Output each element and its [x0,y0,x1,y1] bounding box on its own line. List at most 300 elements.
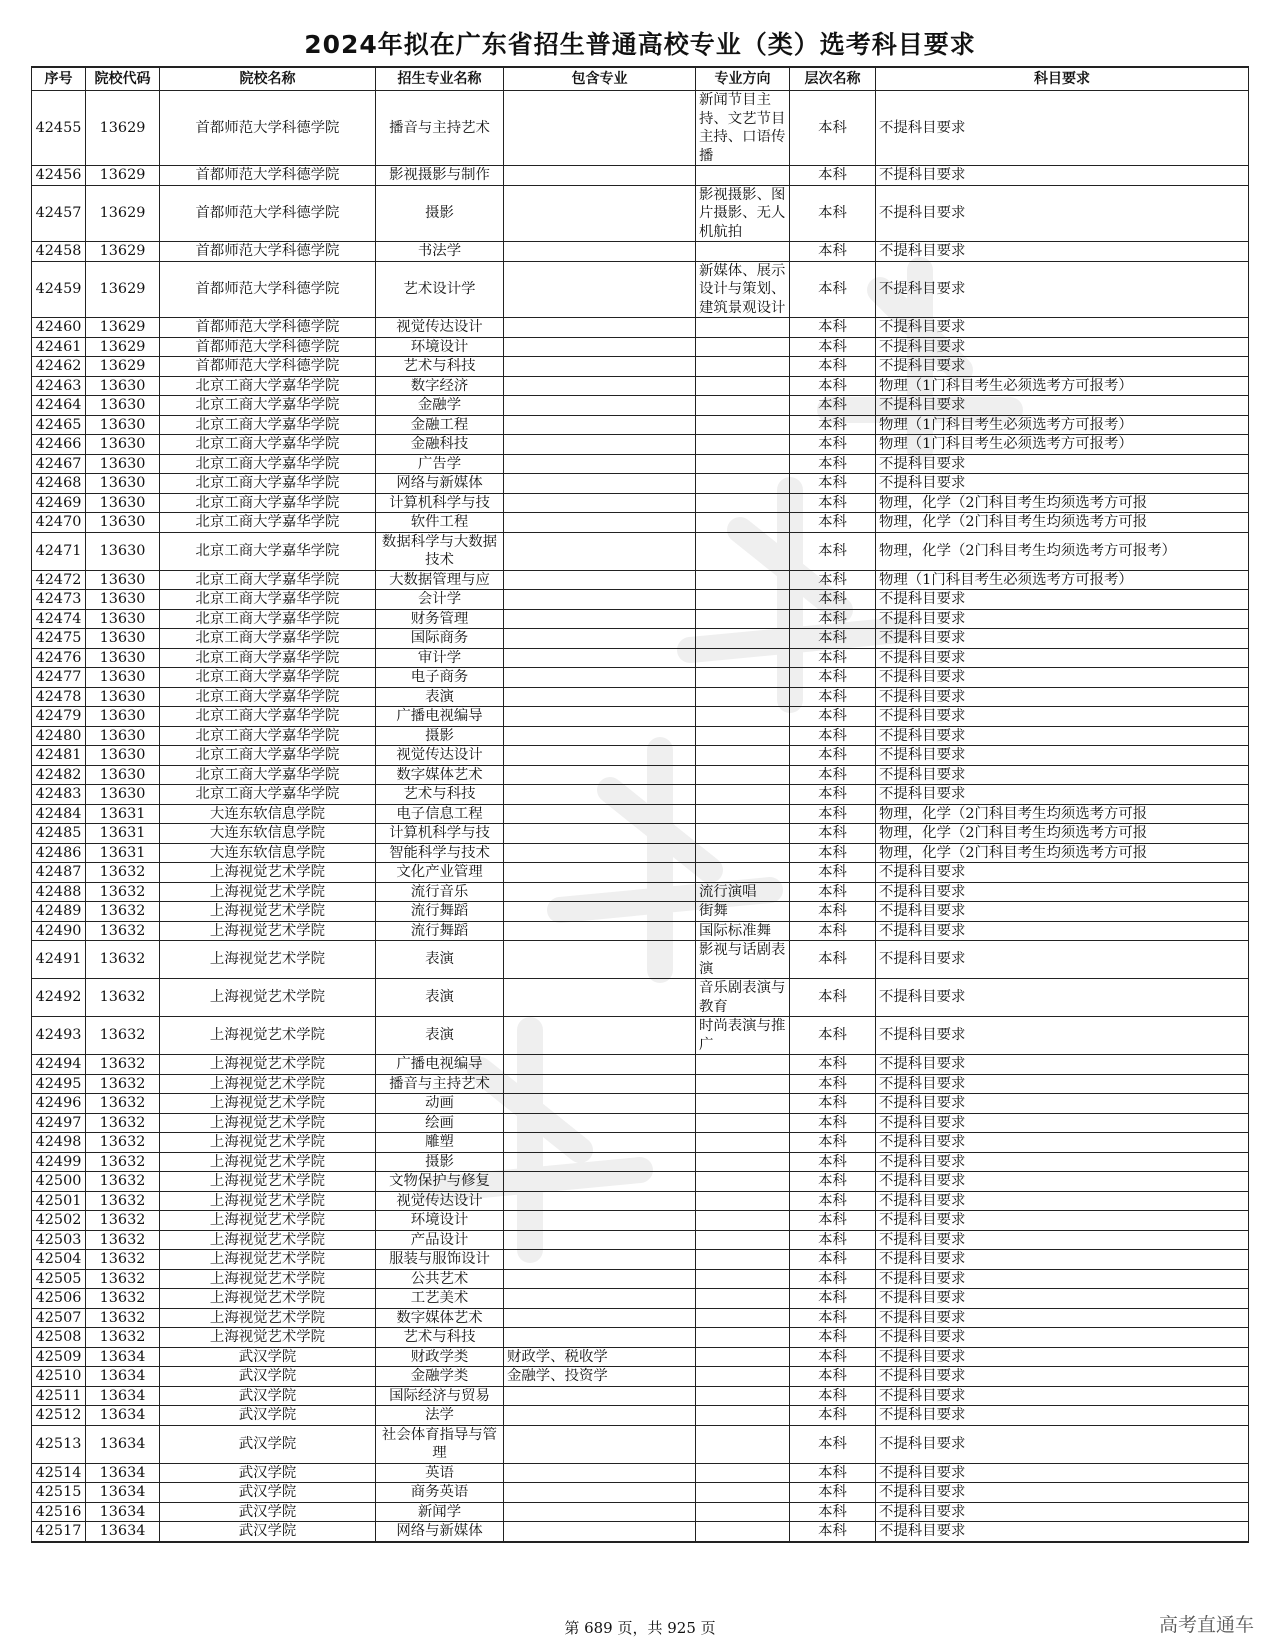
cell-direction [696,1367,790,1387]
cell-major-name: 金融学类 [376,1367,504,1387]
cell-direction [696,687,790,707]
cell-level: 本科 [790,629,876,649]
cell-school-name: 上海视觉艺术学院 [160,1172,376,1192]
cell-school-name: 首都师范大学科德学院 [160,242,376,262]
cell-level: 本科 [790,1074,876,1094]
cell-included-majors [504,454,696,474]
cell-direction [696,1269,790,1289]
table-row [32,687,1249,707]
cell-direction [696,1386,790,1406]
table-row [32,396,1249,416]
cell-level: 本科 [790,91,876,166]
table-row [32,902,1249,922]
cell-major-name: 财务管理 [376,609,504,629]
cell-subject-req: 物理，化学（2门科目考生均须选考方可报 [876,804,1249,824]
cell-school-code: 13632 [86,1017,160,1055]
cell-subject-req: 不提科目要求 [876,1211,1249,1231]
cell-subject-req: 物理（1门科目考生必须选考方可报考） [876,415,1249,435]
cell-school-name: 武汉学院 [160,1463,376,1483]
cell-school-name: 武汉学院 [160,1483,376,1503]
cell-school-name: 大连东软信息学院 [160,843,376,863]
cell-level: 本科 [790,318,876,338]
cell-major-name: 数字经济 [376,376,504,396]
cell-school-name: 北京工商大学嘉华学院 [160,785,376,805]
cell-index: 42505 [32,1269,86,1289]
cell-subject-req: 不提科目要求 [876,91,1249,166]
cell-level: 本科 [790,493,876,513]
cell-major-name: 金融学 [376,396,504,416]
cell-school-code: 13634 [86,1463,160,1483]
cell-index: 42464 [32,396,86,416]
cell-level: 本科 [790,513,876,533]
cell-included-majors [504,513,696,533]
cell-included-majors [504,415,696,435]
cell-school-name: 上海视觉艺术学院 [160,1133,376,1153]
cell-level: 本科 [790,765,876,785]
cell-level: 本科 [790,746,876,766]
cell-level: 本科 [790,843,876,863]
cell-index: 42494 [32,1055,86,1075]
cell-school-code: 13632 [86,1191,160,1211]
cell-school-name: 武汉学院 [160,1406,376,1426]
cell-index: 42472 [32,570,86,590]
table-row [32,726,1249,746]
cell-included-majors [504,1113,696,1133]
cell-included-majors [504,629,696,649]
cell-subject-req: 不提科目要求 [876,590,1249,610]
cell-subject-req: 不提科目要求 [876,902,1249,922]
cell-major-name: 会计学 [376,590,504,610]
cell-included-majors [504,376,696,396]
cell-major-name: 大数据管理与应 [376,570,504,590]
cell-included-majors [504,91,696,166]
cell-level: 本科 [790,1211,876,1231]
cell-included-majors [504,1250,696,1270]
cell-subject-req: 不提科目要求 [876,726,1249,746]
cell-index: 42482 [32,765,86,785]
cell-included-majors [504,532,696,570]
cell-included-majors [504,185,696,242]
cell-direction [696,648,790,668]
cell-subject-req: 不提科目要求 [876,1406,1249,1426]
cell-index: 42458 [32,242,86,262]
cell-school-code: 13629 [86,242,160,262]
cell-major-name: 数据科学与大数据技术 [376,532,504,570]
cell-included-majors [504,1133,696,1153]
cell-school-name: 北京工商大学嘉华学院 [160,707,376,727]
cell-included-majors [504,1230,696,1250]
cell-school-code: 13630 [86,590,160,610]
cell-major-name: 表演 [376,979,504,1017]
cell-school-name: 上海视觉艺术学院 [160,1289,376,1309]
cell-school-code: 13630 [86,687,160,707]
cell-major-name: 数字媒体艺术 [376,765,504,785]
cell-index: 42490 [32,921,86,941]
cell-major-name: 绘画 [376,1113,504,1133]
cell-school-code: 13630 [86,746,160,766]
cell-major-name: 环境设计 [376,1211,504,1231]
cell-index: 42460 [32,318,86,338]
cell-included-majors [504,396,696,416]
cell-school-name: 北京工商大学嘉华学院 [160,570,376,590]
cell-included-majors [504,474,696,494]
cell-school-code: 13629 [86,166,160,186]
cell-school-name: 首都师范大学科德学院 [160,318,376,338]
cell-subject-req: 不提科目要求 [876,454,1249,474]
table-row [32,785,1249,805]
cell-school-name: 北京工商大学嘉华学院 [160,765,376,785]
cell-major-name: 摄影 [376,185,504,242]
cell-school-code: 13630 [86,668,160,688]
cell-school-code: 13632 [86,863,160,883]
cell-major-name: 网络与新媒体 [376,474,504,494]
cell-included-majors [504,1094,696,1114]
cell-index: 42491 [32,941,86,979]
cell-included-majors [504,765,696,785]
cell-school-name: 上海视觉艺术学院 [160,1055,376,1075]
cell-school-code: 13630 [86,493,160,513]
cell-school-code: 13634 [86,1522,160,1542]
cell-major-name: 金融科技 [376,435,504,455]
table-row [32,1367,1249,1387]
cell-level: 本科 [790,590,876,610]
table-row [32,746,1249,766]
cell-subject-req: 不提科目要求 [876,1230,1249,1250]
cell-school-name: 北京工商大学嘉华学院 [160,513,376,533]
cell-major-name: 广告学 [376,454,504,474]
cell-level: 本科 [790,396,876,416]
cell-school-code: 13630 [86,396,160,416]
table-row [32,435,1249,455]
cell-school-code: 13632 [86,1113,160,1133]
cell-direction [696,474,790,494]
cell-subject-req: 物理，化学（2门科目考生均须选考方可报 [876,843,1249,863]
table-row [32,532,1249,570]
table-row [32,1308,1249,1328]
cell-major-name: 艺术设计学 [376,261,504,318]
cell-level: 本科 [790,863,876,883]
cell-school-name: 上海视觉艺术学院 [160,1308,376,1328]
cell-school-code: 13634 [86,1386,160,1406]
cell-subject-req: 不提科目要求 [876,648,1249,668]
cell-index: 42477 [32,668,86,688]
cell-school-code: 13629 [86,91,160,166]
cell-level: 本科 [790,609,876,629]
cell-index: 42489 [32,902,86,922]
cell-direction: 国际标准舞 [696,921,790,941]
cell-major-name: 流行音乐 [376,882,504,902]
cell-school-name: 上海视觉艺术学院 [160,1230,376,1250]
table-row [32,91,1249,166]
cell-index: 42493 [32,1017,86,1055]
header-col-included-majors: 包含专业 [504,67,696,91]
cell-subject-req: 不提科目要求 [876,1308,1249,1328]
cell-subject-req: 不提科目要求 [876,261,1249,318]
cell-subject-req: 不提科目要求 [876,1347,1249,1367]
cell-subject-req: 不提科目要求 [876,1094,1249,1114]
cell-included-majors [504,1289,696,1309]
cell-subject-req: 不提科目要求 [876,979,1249,1017]
cell-included-majors [504,941,696,979]
cell-school-name: 上海视觉艺术学院 [160,1211,376,1231]
table-row [32,765,1249,785]
cell-subject-req: 不提科目要求 [876,337,1249,357]
cell-school-code: 13632 [86,1152,160,1172]
cell-direction [696,513,790,533]
header-col-subject-req: 科目要求 [876,67,1249,91]
cell-index: 42502 [32,1211,86,1231]
cell-index: 42459 [32,261,86,318]
cell-school-name: 北京工商大学嘉华学院 [160,648,376,668]
page-title: 2024年拟在广东省招生普通高校专业（类）选考科目要求 [304,30,976,59]
cell-level: 本科 [790,1522,876,1542]
cell-school-code: 13630 [86,765,160,785]
cell-direction: 音乐剧表演与教育 [696,979,790,1017]
cell-major-name: 国际商务 [376,629,504,649]
table-row [32,185,1249,242]
table-row [32,1269,1249,1289]
cell-index: 42483 [32,785,86,805]
cell-index: 42498 [32,1133,86,1153]
table-row [32,1386,1249,1406]
table-row [32,1230,1249,1250]
table-row [32,1328,1249,1348]
cell-school-name: 武汉学院 [160,1502,376,1522]
table-row [32,629,1249,649]
cell-direction: 街舞 [696,902,790,922]
cell-level: 本科 [790,1152,876,1172]
cell-direction: 新媒体、展示设计与策划、建筑景观设计 [696,261,790,318]
table-row [32,1289,1249,1309]
cell-direction [696,1347,790,1367]
cell-level: 本科 [790,357,876,377]
cell-subject-req: 不提科目要求 [876,1502,1249,1522]
table-body [32,91,1249,1542]
cell-included-majors [504,1172,696,1192]
table-row [32,941,1249,979]
cell-included-majors [504,493,696,513]
cell-major-name: 视觉传达设计 [376,318,504,338]
cell-level: 本科 [790,785,876,805]
cell-index: 42517 [32,1522,86,1542]
cell-index: 42510 [32,1367,86,1387]
cell-included-majors [504,1463,696,1483]
cell-school-name: 上海视觉艺术学院 [160,1152,376,1172]
header-col-school-code: 院校代码 [86,67,160,91]
cell-index: 42512 [32,1406,86,1426]
table-row [32,1522,1249,1542]
cell-included-majors [504,1502,696,1522]
cell-subject-req: 不提科目要求 [876,609,1249,629]
table-row [32,415,1249,435]
cell-subject-req: 不提科目要求 [876,746,1249,766]
cell-level: 本科 [790,1250,876,1270]
cell-major-name: 网络与新媒体 [376,1522,504,1542]
cell-subject-req: 不提科目要求 [876,629,1249,649]
table-row [32,1074,1249,1094]
cell-direction: 新闻节目主持、文艺节目主持、口语传播 [696,91,790,166]
cell-school-name: 武汉学院 [160,1425,376,1463]
cell-index: 42507 [32,1308,86,1328]
cell-index: 42481 [32,746,86,766]
table-row [32,454,1249,474]
table-row [32,590,1249,610]
cell-school-name: 北京工商大学嘉华学院 [160,629,376,649]
cell-direction [696,415,790,435]
cell-direction [696,1191,790,1211]
cell-included-majors [504,318,696,338]
cell-level: 本科 [790,902,876,922]
cell-index: 42465 [32,415,86,435]
cell-subject-req: 不提科目要求 [876,1152,1249,1172]
cell-major-name: 播音与主持艺术 [376,1074,504,1094]
cell-level: 本科 [790,1172,876,1192]
cell-school-name: 首都师范大学科德学院 [160,357,376,377]
cell-level: 本科 [790,687,876,707]
cell-level: 本科 [790,726,876,746]
cell-level: 本科 [790,1367,876,1387]
cell-direction: 影视与话剧表演 [696,941,790,979]
cell-direction [696,863,790,883]
header-col-school-name: 院校名称 [160,67,376,91]
cell-index: 42515 [32,1483,86,1503]
cell-major-name: 视觉传达设计 [376,746,504,766]
table-row [32,1152,1249,1172]
cell-school-code: 13634 [86,1483,160,1503]
cell-school-code: 13630 [86,707,160,727]
cell-index: 42488 [32,882,86,902]
cell-school-name: 上海视觉艺术学院 [160,1074,376,1094]
table-row [32,337,1249,357]
cell-index: 42516 [32,1502,86,1522]
cell-school-code: 13630 [86,513,160,533]
cell-major-name: 表演 [376,941,504,979]
cell-major-name: 计算机科学与技 [376,493,504,513]
cell-school-name: 武汉学院 [160,1367,376,1387]
cell-school-name: 上海视觉艺术学院 [160,1113,376,1133]
cell-direction: 时尚表演与推广 [696,1017,790,1055]
cell-index: 42467 [32,454,86,474]
table-row [32,1017,1249,1055]
table-row [32,166,1249,186]
cell-school-code: 13632 [86,1269,160,1289]
cell-included-majors [504,648,696,668]
cell-subject-req: 不提科目要求 [876,1367,1249,1387]
cell-included-majors [504,357,696,377]
cell-index: 42513 [32,1425,86,1463]
cell-index: 42471 [32,532,86,570]
cell-index: 42456 [32,166,86,186]
cell-subject-req: 不提科目要求 [876,242,1249,262]
cell-level: 本科 [790,921,876,941]
table-row [32,1094,1249,1114]
cell-level: 本科 [790,1113,876,1133]
cell-direction: 影视摄影、图片摄影、无人机航拍 [696,185,790,242]
cell-school-code: 13629 [86,261,160,318]
cell-school-name: 上海视觉艺术学院 [160,921,376,941]
cell-level: 本科 [790,804,876,824]
table-row [32,843,1249,863]
cell-school-code: 13634 [86,1367,160,1387]
cell-index: 42508 [32,1328,86,1348]
cell-school-code: 13632 [86,1074,160,1094]
cell-school-code: 13632 [86,1308,160,1328]
cell-school-name: 首都师范大学科德学院 [160,166,376,186]
cell-school-name: 上海视觉艺术学院 [160,941,376,979]
cell-school-name: 上海视觉艺术学院 [160,863,376,883]
cell-included-majors [504,1308,696,1328]
cell-major-name: 播音与主持艺术 [376,91,504,166]
cell-level: 本科 [790,474,876,494]
cell-direction [696,1308,790,1328]
cell-level: 本科 [790,979,876,1017]
cell-index: 42509 [32,1347,86,1367]
cell-level: 本科 [790,376,876,396]
cell-subject-req: 物理，化学（2门科目考生均须选考方可报 [876,513,1249,533]
cell-school-code: 13632 [86,1133,160,1153]
cell-index: 42485 [32,824,86,844]
cell-school-name: 北京工商大学嘉华学院 [160,590,376,610]
cell-major-name: 环境设计 [376,337,504,357]
cell-major-name: 艺术与科技 [376,1328,504,1348]
cell-direction [696,1211,790,1231]
cell-level: 本科 [790,570,876,590]
cell-level: 本科 [790,1463,876,1483]
cell-level: 本科 [790,415,876,435]
cell-included-majors [504,687,696,707]
table-header-row [32,67,1249,91]
cell-included-majors [504,435,696,455]
cell-direction [696,609,790,629]
cell-level: 本科 [790,824,876,844]
cell-school-code: 13630 [86,648,160,668]
cell-included-majors [504,804,696,824]
cell-school-code: 13632 [86,1094,160,1114]
cell-included-majors [504,902,696,922]
table-row [32,570,1249,590]
cell-subject-req: 不提科目要求 [876,1483,1249,1503]
cell-school-name: 北京工商大学嘉华学院 [160,493,376,513]
cell-subject-req: 不提科目要求 [876,1522,1249,1542]
cell-school-code: 13630 [86,726,160,746]
cell-school-name: 大连东软信息学院 [160,824,376,844]
cell-level: 本科 [790,532,876,570]
cell-direction [696,1094,790,1114]
cell-school-name: 上海视觉艺术学院 [160,1250,376,1270]
cell-subject-req: 物理，化学（2门科目考生均须选考方可报考） [876,532,1249,570]
cell-major-name: 数字媒体艺术 [376,1308,504,1328]
cell-subject-req: 物理，化学（2门科目考生均须选考方可报 [876,824,1249,844]
cell-subject-req: 物理（1门科目考生必须选考方可报考） [876,570,1249,590]
cell-major-name: 电子信息工程 [376,804,504,824]
cell-major-name: 艺术与科技 [376,357,504,377]
cell-index: 42511 [32,1386,86,1406]
cell-level: 本科 [790,1483,876,1503]
cell-subject-req: 不提科目要求 [876,474,1249,494]
table-row [32,1055,1249,1075]
cell-direction [696,1230,790,1250]
cell-school-code: 13632 [86,1211,160,1231]
cell-school-code: 13630 [86,532,160,570]
cell-school-code: 13631 [86,804,160,824]
table-row [32,1133,1249,1153]
cell-school-name: 上海视觉艺术学院 [160,1191,376,1211]
cell-direction [696,493,790,513]
cell-school-name: 首都师范大学科德学院 [160,337,376,357]
cell-subject-req: 不提科目要求 [876,707,1249,727]
cell-major-name: 文化产业管理 [376,863,504,883]
cell-included-majors [504,882,696,902]
